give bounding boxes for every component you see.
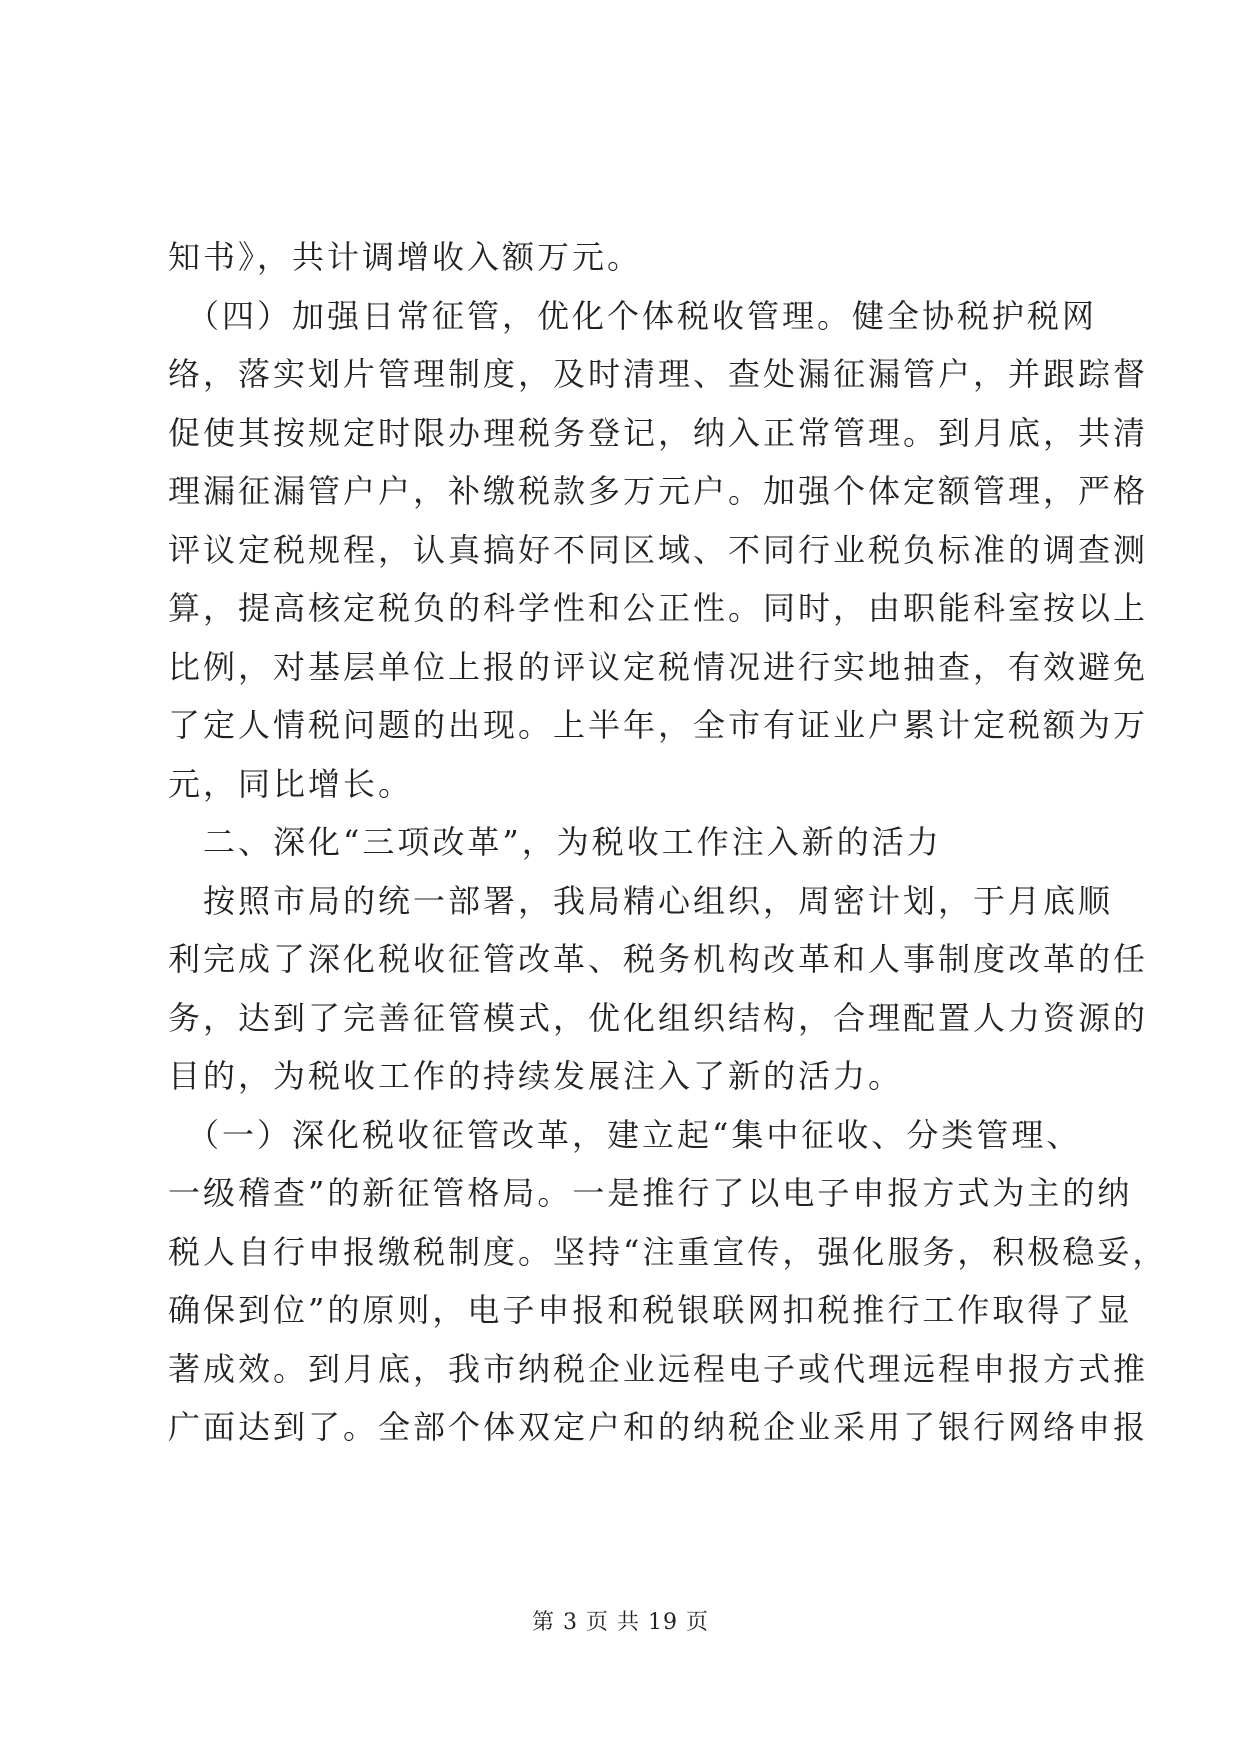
text-line: 理漏征漏管户户，补缴税款多万元户。加强个体定额管理，严格 [168, 472, 1149, 510]
text-line: 广面达到了。全部个体双定户和的纳税企业采用了银行网络申报 [168, 1408, 1149, 1446]
text-line: 著成效。到月底，我市纳税企业远程电子或代理远程申报方式推 [168, 1349, 1149, 1388]
text-line: （一）深化税收征管改革，建立起“集中征收、分类管理、 [168, 1115, 1082, 1154]
page-number-footer: 第 3 页 共 19 页 [532, 1610, 709, 1635]
text-line: 按照市局的统一部署，我局精心组织，周密计划，于月底顺 [168, 881, 1114, 920]
text-line: 算，提高核定税负的科学性和公正性。同时，由职能科室按以上 [168, 589, 1149, 627]
text-line: 务，达到了完善征管模式，优化组织结构，合理配置人力资源的 [168, 998, 1149, 1037]
text-line: 比例，对基层单位上报的评议定税情况进行实地抽查，有效避免 [168, 647, 1149, 686]
text-line: 知书》，共计调增收入额万元。 [168, 238, 643, 276]
text-line: 促使其按规定时限办理税务登记，纳入正常管理。到月底，共清 [168, 413, 1149, 452]
section-heading: 二、深化“三项改革”，为税收工作注入新的活力 [168, 823, 942, 861]
text-line: 目的，为税收工作的持续发展注入了新的活力。 [168, 1057, 904, 1095]
text-line: 一级稽查”的新征管格局。一是推行了以电子申报方式为主的纳 [168, 1174, 1133, 1212]
text-line: （四）加强日常征管，优化个体税收管理。健全协税护税网 [168, 296, 1098, 335]
text-line: 税人自行申报缴税制度。坚持“注重宣传，强化服务，积极稳妥， [168, 1232, 1168, 1271]
text-line: 络，落实划片管理制度，及时清理、查处漏征漏管户，并跟踪督 [168, 355, 1149, 393]
body-text [168, 228, 1168, 1457]
text-line: 元，同比增长。 [168, 764, 414, 803]
text-line: 利完成了深化税收征管改革、税务机构改革和人事制度改革的任 [168, 940, 1149, 978]
text-line: 确保到位”的原则，电子申报和税银联网扣税推行工作取得了显 [168, 1291, 1133, 1329]
text-line: 了定人情税问题的出现。上半年，全市有证业户累计定税额为万 [168, 706, 1149, 744]
text-line: 评议定税规程，认真搞好不同区域、不同行业税负标准的调查测 [168, 530, 1149, 569]
